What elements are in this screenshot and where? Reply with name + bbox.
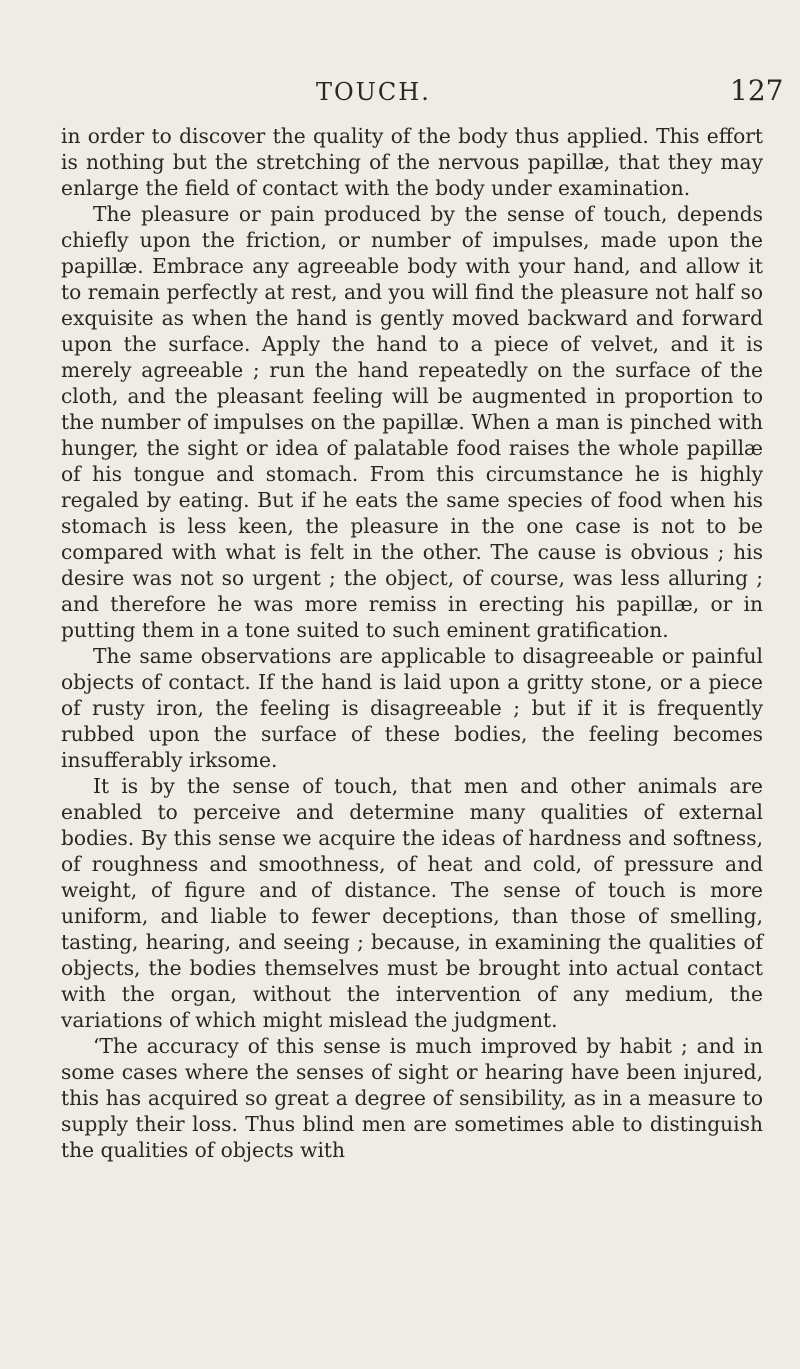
paragraph: The same observations are applicable to disagreeable or painful objects of contact. If the hand is laid upon a gritty stone, or a piece of rusty iron, the feeling is disagreeable ; but if it is frequently rubbed upon the surface of these bodies, the feeling becomes insufferably irksome. [61,644,763,772]
running-head-title: TOUCH. [316,78,431,106]
running-head [0,74,800,114]
page-number: 127 [730,74,784,107]
paragraph: ‘The accuracy of this sense is much improved by habit ; and in some cases where the senses of sight or hearing have been injured, this has acquired so great a degree of sensibility, as in a measure to supply their loss. Thus blind men are sometimes able to distinguish the qualities of objects with [61,1034,763,1162]
paragraph: in order to discover the quality of the body thus applied. This effort is nothing but the stretching of the nervous papillæ, that they may enlarge the field of contact with the body under examination. [61,124,763,200]
paragraph: The pleasure or pain produced by the sense of touch, depends chiefly upon the friction, or number of impulses, made upon the papillæ. Embrace any agreeable body with your hand, and allow it to remain perfectly at rest, and you will find the pleasure not half so exquisite as when the hand is gently moved backward and forward upon the surface. Apply the hand to a piece of velvet, and it is merely agreeable ; run the hand repeatedly on the surface of the cloth, and the pleasant feeling will be augmented in proportion to the number of impulses on the papillæ. When a man is pinched with hunger, the sight or idea of palatable food raises the whole papillæ of his tongue and stomach. From this circumstance he is highly regaled by eating. But if he eats the same species of food when his stomach is less keen, the pleasure in the one case is not to be compared with what is felt in the other. The cause is obvious ; his desire was not so urgent ; the object, of course, was less alluring ; and therefore he was more remiss in erecting his papillæ, or in putting them in a tone suited to such eminent gratification. [61,202,763,642]
paragraph: It is by the sense of touch, that men and other animals are enabled to perceive and determine many qualities of external bodies. By this sense we acquire the ideas of hardness and softness, of roughness and smoothness, of heat and cold, of pressure and weight, of figure and of distance. The sense of touch is more uniform, and liable to fewer deceptions, than those of smelling, tasting, hearing, and seeing ; because, in examining the qualities of objects, the bodies themselves must be brought into actual contact with the organ, without the intervention of any medium, the variations of which might mislead the judgment. [61,774,763,1032]
body-text [61,123,763,1163]
